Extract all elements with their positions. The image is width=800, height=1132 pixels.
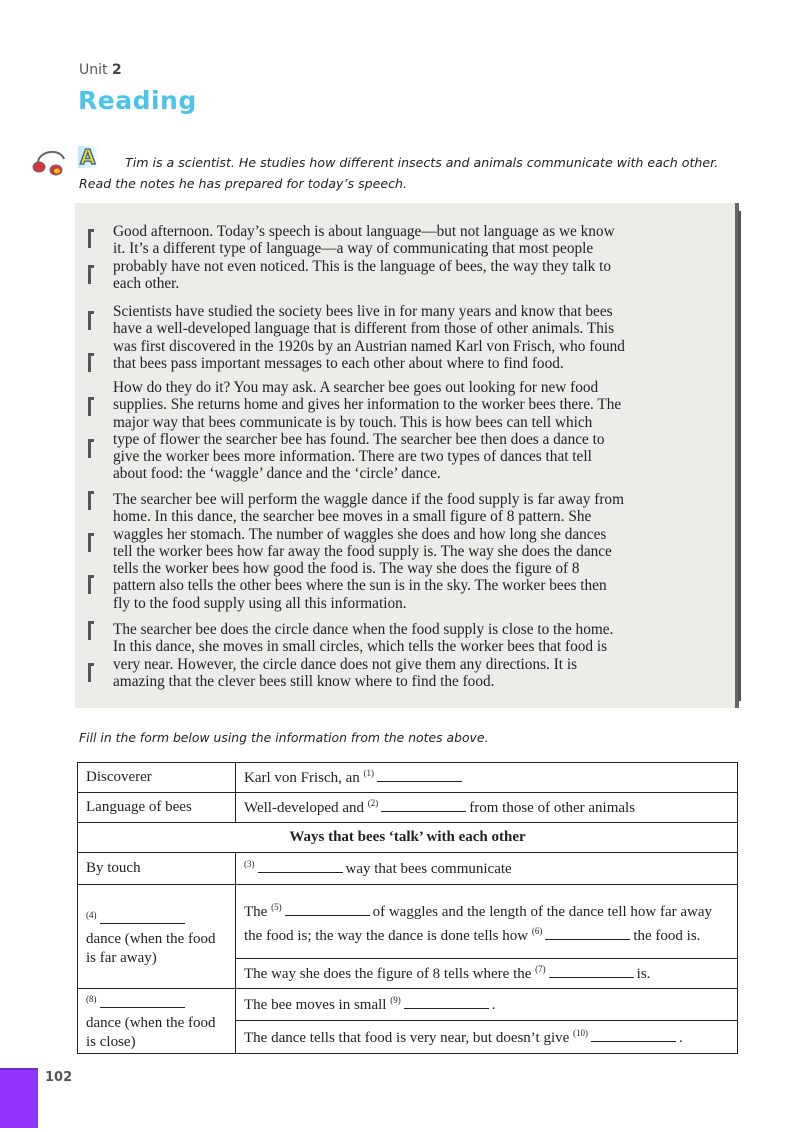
unit-label: [79, 62, 122, 78]
bracket-mark: [88, 533, 94, 552]
fill-instruction: Fill in the form below using the information from the notes above.: [79, 730, 489, 745]
row-value: [236, 853, 738, 885]
passage-line: probably have not even noticed. This is the language of bees, the way they talk to: [113, 257, 612, 275]
row-label: [78, 885, 236, 989]
passage-paragraph: [113, 303, 625, 372]
bracket-mark: [88, 663, 94, 682]
cell-text: of waggles and the length of the dance tell how far away the food is; the way the dance is done tells how: [244, 903, 713, 944]
answer-blank-7[interactable]: [549, 966, 634, 978]
answer-blank-9[interactable]: [404, 997, 489, 1009]
unit-text: Unit: [79, 62, 108, 78]
answer-blank-6[interactable]: [545, 928, 630, 940]
cell-text: dance (when the food is far away): [86, 930, 216, 966]
blank-number: (7): [535, 964, 546, 974]
passage-line: about food: the ‘waggle’ dance and the ‘circle’ dance.: [113, 465, 441, 483]
cell-text: way that bees communicate: [345, 861, 512, 877]
passage-line: it. It’s a different type of language—a way of communicating that most people: [113, 240, 594, 258]
answer-blank-4[interactable]: [100, 912, 185, 924]
row-value: [236, 1021, 738, 1054]
passage-line: have a well-developed language that is different from those of other animals. This: [113, 320, 615, 338]
unit-number: 2: [111, 62, 122, 78]
bracket-mark: [88, 575, 94, 594]
cell-text: Well-developed and: [244, 800, 364, 816]
row-label: Language of bees: [78, 793, 236, 823]
passage-line: The searcher bee does the circle dance when the food supply is close to the home.: [113, 621, 614, 638]
blank-number: (10): [573, 1027, 589, 1038]
row-value: [236, 885, 738, 959]
passage-line: The searcher bee will perform the waggle dance if the food supply is far away from: [113, 491, 624, 508]
cell-text: The dance tells that food is very near, but doesn’t give: [244, 1029, 570, 1046]
passage-line: type of flower the searcher bee has found. The searcher bee then does a dance to: [113, 430, 605, 448]
page-tab: [0, 1068, 38, 1128]
blank-number: (4): [86, 909, 97, 920]
table-row: [78, 853, 738, 885]
fill-in-form: [77, 762, 738, 1054]
passage-line: In this dance, she moves in small circles, which tells the worker bees that food is: [113, 638, 608, 656]
exercise-letter: A: [78, 146, 100, 168]
row-label: By touch: [78, 853, 236, 885]
row-value: [236, 989, 738, 1021]
blank-number: (5): [271, 901, 282, 912]
passage-line: tells the worker bees how good the food is. The way she does the figure of 8: [113, 560, 580, 578]
exercise-instruction: [79, 152, 779, 194]
bracket-mark: [88, 311, 94, 330]
headphones-icon[interactable]: [30, 145, 72, 177]
blank-number: (3): [244, 859, 255, 869]
answer-blank-2[interactable]: [381, 800, 466, 812]
passage-line: fly to the food supply using all this information.: [113, 594, 407, 612]
answer-blank-1[interactable]: [377, 770, 462, 782]
blank-number: (2): [367, 798, 379, 808]
cell-text: .: [491, 997, 496, 1013]
bracket-mark: [88, 229, 94, 248]
blank-number: (6): [531, 925, 543, 936]
passage-line: How do they do it? You may ask. A searcher bee goes out looking for new food: [113, 379, 599, 396]
answer-blank-8[interactable]: [100, 996, 185, 1008]
cell-text: .: [679, 1029, 683, 1046]
bracket-mark: [88, 353, 94, 372]
table-row: [78, 885, 738, 959]
row-value: [236, 793, 738, 823]
bracket-mark: [88, 265, 94, 284]
passage-line: Scientists have studied the society bees live in for many years and know that bees: [113, 303, 613, 320]
page-title: Reading: [78, 86, 197, 115]
instruction-line: Tim is a scientist. He studies how different insects and animals communicate with each other.: [125, 155, 719, 170]
cell-text: dance (when the food is close): [86, 1015, 216, 1050]
cell-text: from those of other animals: [469, 800, 636, 816]
answer-blank-3[interactable]: [258, 861, 343, 873]
blank-number: (8): [86, 994, 97, 1004]
passage-line: was first discovered in the 1920s by an Austrian named Karl von Frisch, who found: [113, 337, 625, 355]
table-row: [78, 823, 738, 853]
passage-line: home. In this dance, the searcher bee moves in a small figure of 8 pattern. She: [113, 508, 592, 526]
passage-line: each other.: [113, 274, 180, 292]
row-value: [236, 959, 738, 989]
passage-line: major way that bees communicate is by touch. This is how bees can tell which: [113, 413, 593, 431]
instruction-line: Read the notes he has prepared for today’s speech.: [79, 176, 408, 191]
row-label: Discoverer: [78, 763, 236, 793]
row-value: [236, 763, 738, 793]
cell-text: the food is.: [633, 927, 701, 944]
cell-text: is.: [636, 966, 651, 982]
passage-paragraph: [113, 491, 624, 612]
passage-line: that bees pass important messages to each other about where to find food.: [113, 354, 564, 372]
bracket-mark: [88, 439, 94, 458]
passage-line: waggles her stomach. The number of waggles she does and how long she dances: [113, 525, 607, 543]
table-row: [78, 793, 738, 823]
passage-line: give the worker bees more information. There are two types of dances that tell: [113, 448, 592, 466]
bracket-mark: [88, 621, 94, 640]
reading-passage: [75, 203, 739, 708]
passage-line: Good afternoon. Today’s speech is about language—but not language as we know: [113, 223, 615, 240]
bracket-mark: [88, 491, 94, 510]
answer-blank-5[interactable]: [285, 904, 370, 916]
cell-text: The: [244, 903, 268, 920]
page-number: 102: [45, 1070, 73, 1085]
cell-text: The way she does the figure of 8 tells where the: [244, 966, 532, 982]
row-label: [78, 989, 236, 1054]
cell-text: The bee moves in small: [244, 997, 387, 1013]
passage-paragraph: [113, 621, 613, 690]
blank-number: (1): [363, 768, 375, 778]
table-row: [78, 989, 738, 1021]
passage-paragraph: [113, 379, 621, 483]
blank-number: (9): [390, 995, 401, 1005]
passage-line: tell the worker bees how far away the food supply is. The way she does the dance: [113, 542, 612, 560]
passage-line: amazing that the clever bees still know where to find the food.: [113, 672, 495, 690]
cell-text: Karl von Frisch, an: [244, 770, 360, 786]
passage-line: supplies. She returns home and gives her information to the worker bees there. The: [113, 396, 622, 414]
bracket-mark: [88, 397, 94, 416]
passage-line: very near. However, the circle dance does not give them any directions. It is: [113, 655, 578, 673]
passage-line: pattern also tells the other bees where the sun is in the sky. The worker bees then: [113, 577, 607, 595]
answer-blank-10[interactable]: [591, 1030, 676, 1042]
table-row: [78, 763, 738, 793]
passage-paragraph: [113, 223, 615, 292]
section-heading: Ways that bees ‘talk’ with each other: [78, 823, 738, 853]
